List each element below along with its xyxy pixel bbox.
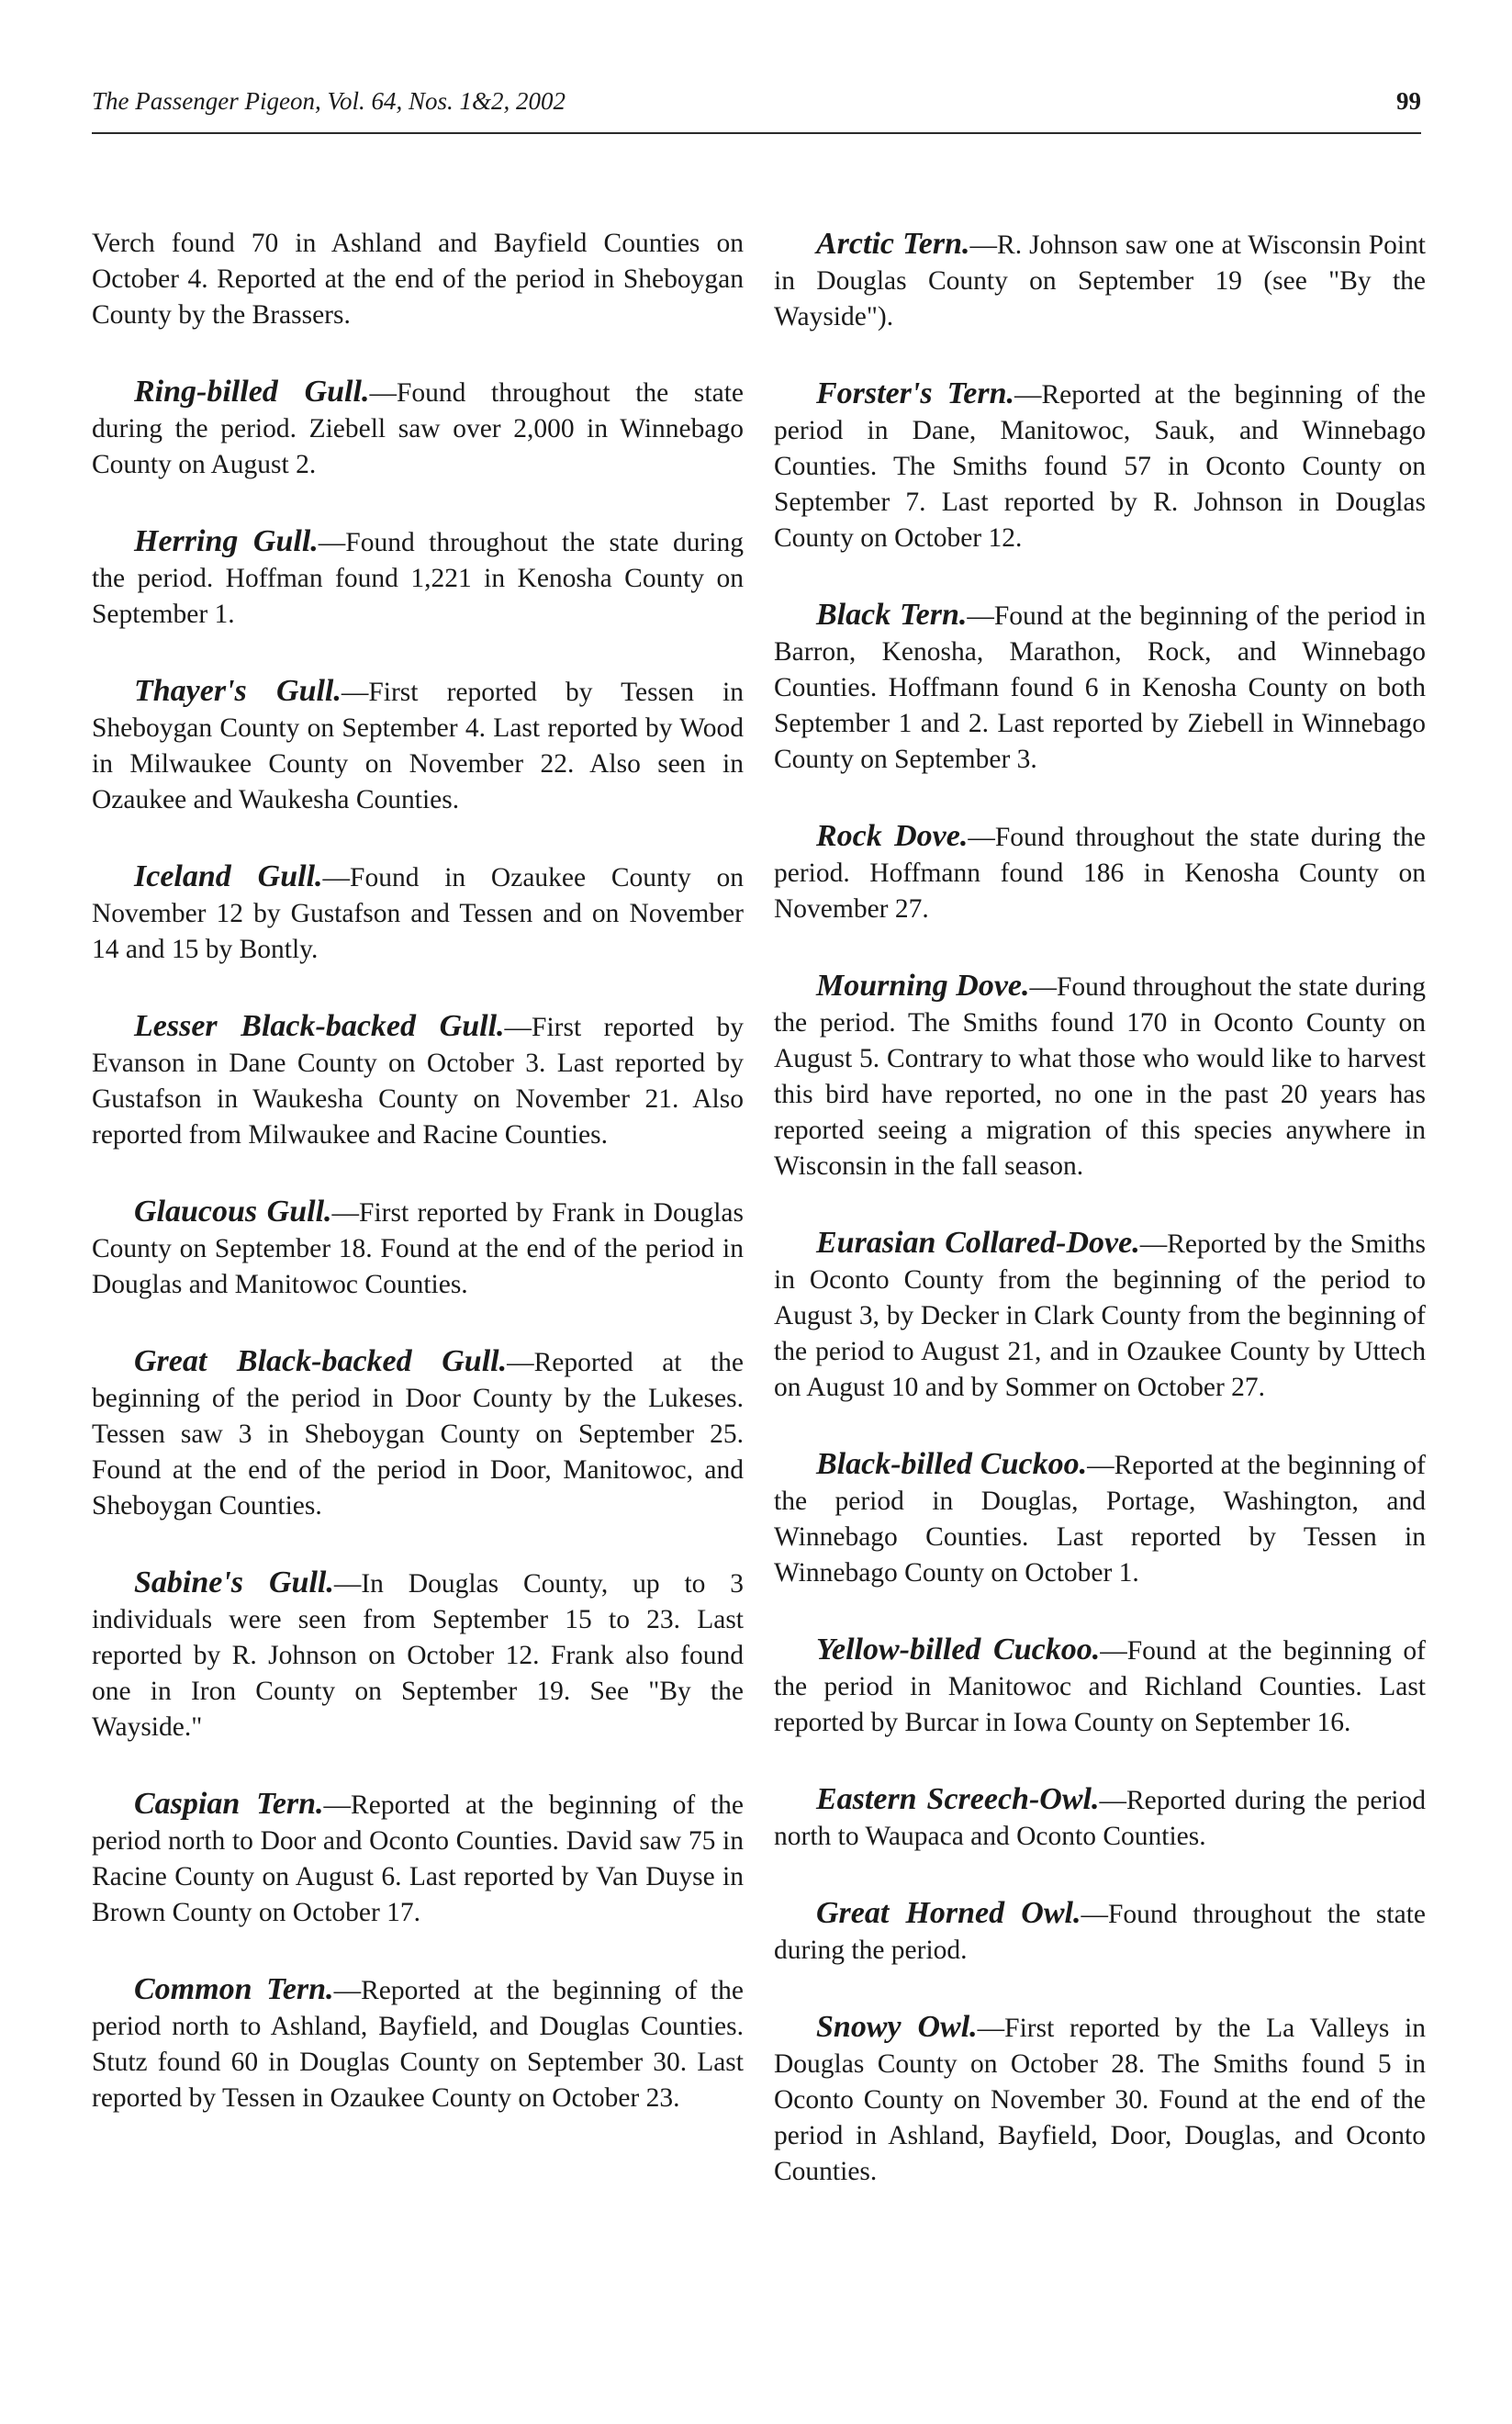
species-name: Ring-billed Gull. <box>134 375 370 409</box>
species-account: —Found in Ozaukee County on November 12 by Gustafson and Tessen and on November 14 and 15 by Bontly. <box>92 863 745 964</box>
species-name: Sabine's Gull. <box>134 1566 334 1599</box>
species-entry <box>774 1781 1426 1855</box>
right-column <box>774 226 1426 2190</box>
species-entry <box>92 1008 744 1153</box>
journal-citation: The Passenger Pigeon, Vol. 64, Nos. 1&2, 2002 <box>92 87 566 115</box>
species-entry <box>92 523 744 633</box>
species-account: —Found throughout the state during the period. <box>774 1900 1426 1965</box>
species-name: Yellow-billed Cuckoo. <box>816 1633 1101 1666</box>
species-entry <box>774 1895 1426 1969</box>
species-account: —Found at the beginning of the period in Manitowoc and Richland Counties. Last reported by Burcar in Iowa County on September 16. <box>774 1636 1427 1737</box>
species-name: Forster's Tern. <box>816 376 1014 410</box>
species-name: Snowy Owl. <box>816 2010 978 2044</box>
species-account: —Reported at the beginning of the period north to Ashland, Bayfield, and Douglas Counties. Stutz found 60 in Douglas County on September 30. Last reported by Tessen in Ozaukee County on October 23. <box>92 1976 745 2113</box>
species-entry <box>92 374 744 483</box>
species-name: Iceland Gull. <box>134 859 323 893</box>
species-name: Glaucous Gull. <box>134 1195 332 1229</box>
species-account: —R. Johnson saw one at Wisconsin Point in Douglas County on September 19 (see "By the Wayside"). <box>774 230 1426 331</box>
running-header <box>92 86 1421 134</box>
species-name: Black-billed Cuckoo. <box>816 1447 1088 1481</box>
species-entry <box>92 858 744 968</box>
species-name: Lesser Black-backed Gull. <box>134 1009 505 1043</box>
species-account: —Reported during the period north to Waupaca and Oconto Counties. <box>774 1786 1426 1851</box>
species-account: —Reported at the beginning of the period north to Door and Oconto Counties. David saw 75 in Racine County on August 6. Last reported by Van Duyse in Brown County on October 17. <box>92 1790 744 1927</box>
species-entry <box>774 376 1426 556</box>
species-account: —First reported by Frank in Douglas County on September 18. Found at the end of the period in Douglas and Manitowoc Counties. <box>92 1198 744 1299</box>
species-entry <box>774 597 1426 778</box>
species-name: Common Tern. <box>134 1972 334 2006</box>
species-account: —First reported by Evanson in Dane County on October 3. Last reported by Gustafson in Waukesha County on November 21. Also reported from Milwaukee and Racine Counties. <box>92 1013 745 1150</box>
species-account: —Found throughout the state during the period. Ziebell saw over 2,000 in Winnebago County on August 2. <box>92 378 744 479</box>
species-entry <box>92 1565 744 1745</box>
species-entry <box>774 2009 1426 2190</box>
species-entry <box>92 1194 744 1303</box>
species-name: Caspian Tern. <box>134 1787 324 1821</box>
species-name: Herring Gull. <box>134 524 319 558</box>
species-account: —First reported by Tessen in Sheboygan County on September 4. Last reported by Wood in Milwaukee County on November 22. Also seen in Ozaukee and Waukesha Counties. <box>92 678 745 814</box>
species-account: —Reported by the Smiths in Oconto County from the beginning of the period to August 3, by Decker in Clark County from the beginning of the period to August 21, and in Ozaukee County by Uttech on August 10 and by Sommer on October 27. <box>774 1229 1426 1402</box>
species-account: —Found throughout the state during the period. Hoffmann found 186 in Kenosha County on November 27. <box>774 823 1426 924</box>
species-name: Great Black-backed Gull. <box>134 1344 508 1378</box>
species-entry <box>92 1343 744 1524</box>
species-name: Eurasian Collared-Dove. <box>816 1226 1140 1260</box>
species-account: —Found throughout the state during the period. The Smiths found 170 in Oconto County on August 5. Contrary to what those who would like to harvest this bird have reported, no one in the past 20 years has reported seeing a migration of this species anywhere in Wisconsin in the fall season. <box>774 972 1426 1181</box>
species-entry <box>92 673 744 818</box>
species-entry <box>774 1446 1426 1591</box>
species-name: Thayer's Gull. <box>134 674 342 708</box>
species-account: —Reported at the beginning of the period in Door County by the Lukeses. Tessen saw 3 in Sheboygan County on September 25. Found at the end of the period in Door, Manitowoc, and Sheboygan Counties. <box>92 1348 744 1521</box>
species-entry <box>92 1971 744 2116</box>
species-name: Arctic Tern. <box>816 227 970 261</box>
left-column <box>92 226 744 2116</box>
species-account: —Found at the beginning of the period in Barron, Kenosha, Marathon, Rock, and Winnebago Counties. Hoffmann found 6 in Kenosha County on both September 1 and 2. Last reported by Ziebell in Winnebago County on September 3. <box>774 601 1426 774</box>
page-number: 99 <box>1396 87 1421 115</box>
continued-paragraph: Verch found 70 in Ashland and Bayfield Counties on October 4. Reported at the end of the period in Sheboygan County by the Brassers. <box>92 229 744 330</box>
species-account: —In Douglas County, up to 3 individuals were seen from September 15 to 23. Last reported by R. Johnson on October 12. Frank also found one in Iron County on September 19. See "By the Wayside." <box>92 1569 744 1742</box>
species-entry <box>92 1786 744 1931</box>
species-entry <box>774 1225 1426 1406</box>
species-name: Eastern Screech-Owl. <box>816 1782 1100 1816</box>
species-account: —Reported at the beginning of the period in Douglas, Portage, Washington, and Winnebago Counties. Last reported by Tessen in Winnebago County on October 1. <box>774 1451 1426 1588</box>
species-entry <box>774 968 1426 1184</box>
species-entry <box>774 818 1426 927</box>
species-account: —Reported at the beginning of the period in Dane, Manitowoc, Sauk, and Winnebago Counties. The Smiths found 57 in Oconto County on September 7. Last reported by R. Johnson in Douglas County on October 12. <box>774 380 1426 553</box>
species-name: Rock Dove. <box>816 819 969 853</box>
species-account: —Found throughout the state during the period. Hoffman found 1,221 in Kenosha County on September 1. <box>92 528 744 629</box>
species-account: —First reported by the La Valleys in Douglas County on October 28. The Smiths found 5 in Oconto County on November 30. Found at the end of the period in Ashland, Bayfield, Door, Douglas, and Oconto Counties. <box>774 2014 1427 2186</box>
species-entry <box>774 226 1426 335</box>
species-name: Great Horned Owl. <box>816 1896 1081 1930</box>
species-name: Black Tern. <box>816 598 968 632</box>
species-name: Mourning Dove. <box>816 969 1030 1003</box>
species-entry <box>774 1632 1426 1741</box>
